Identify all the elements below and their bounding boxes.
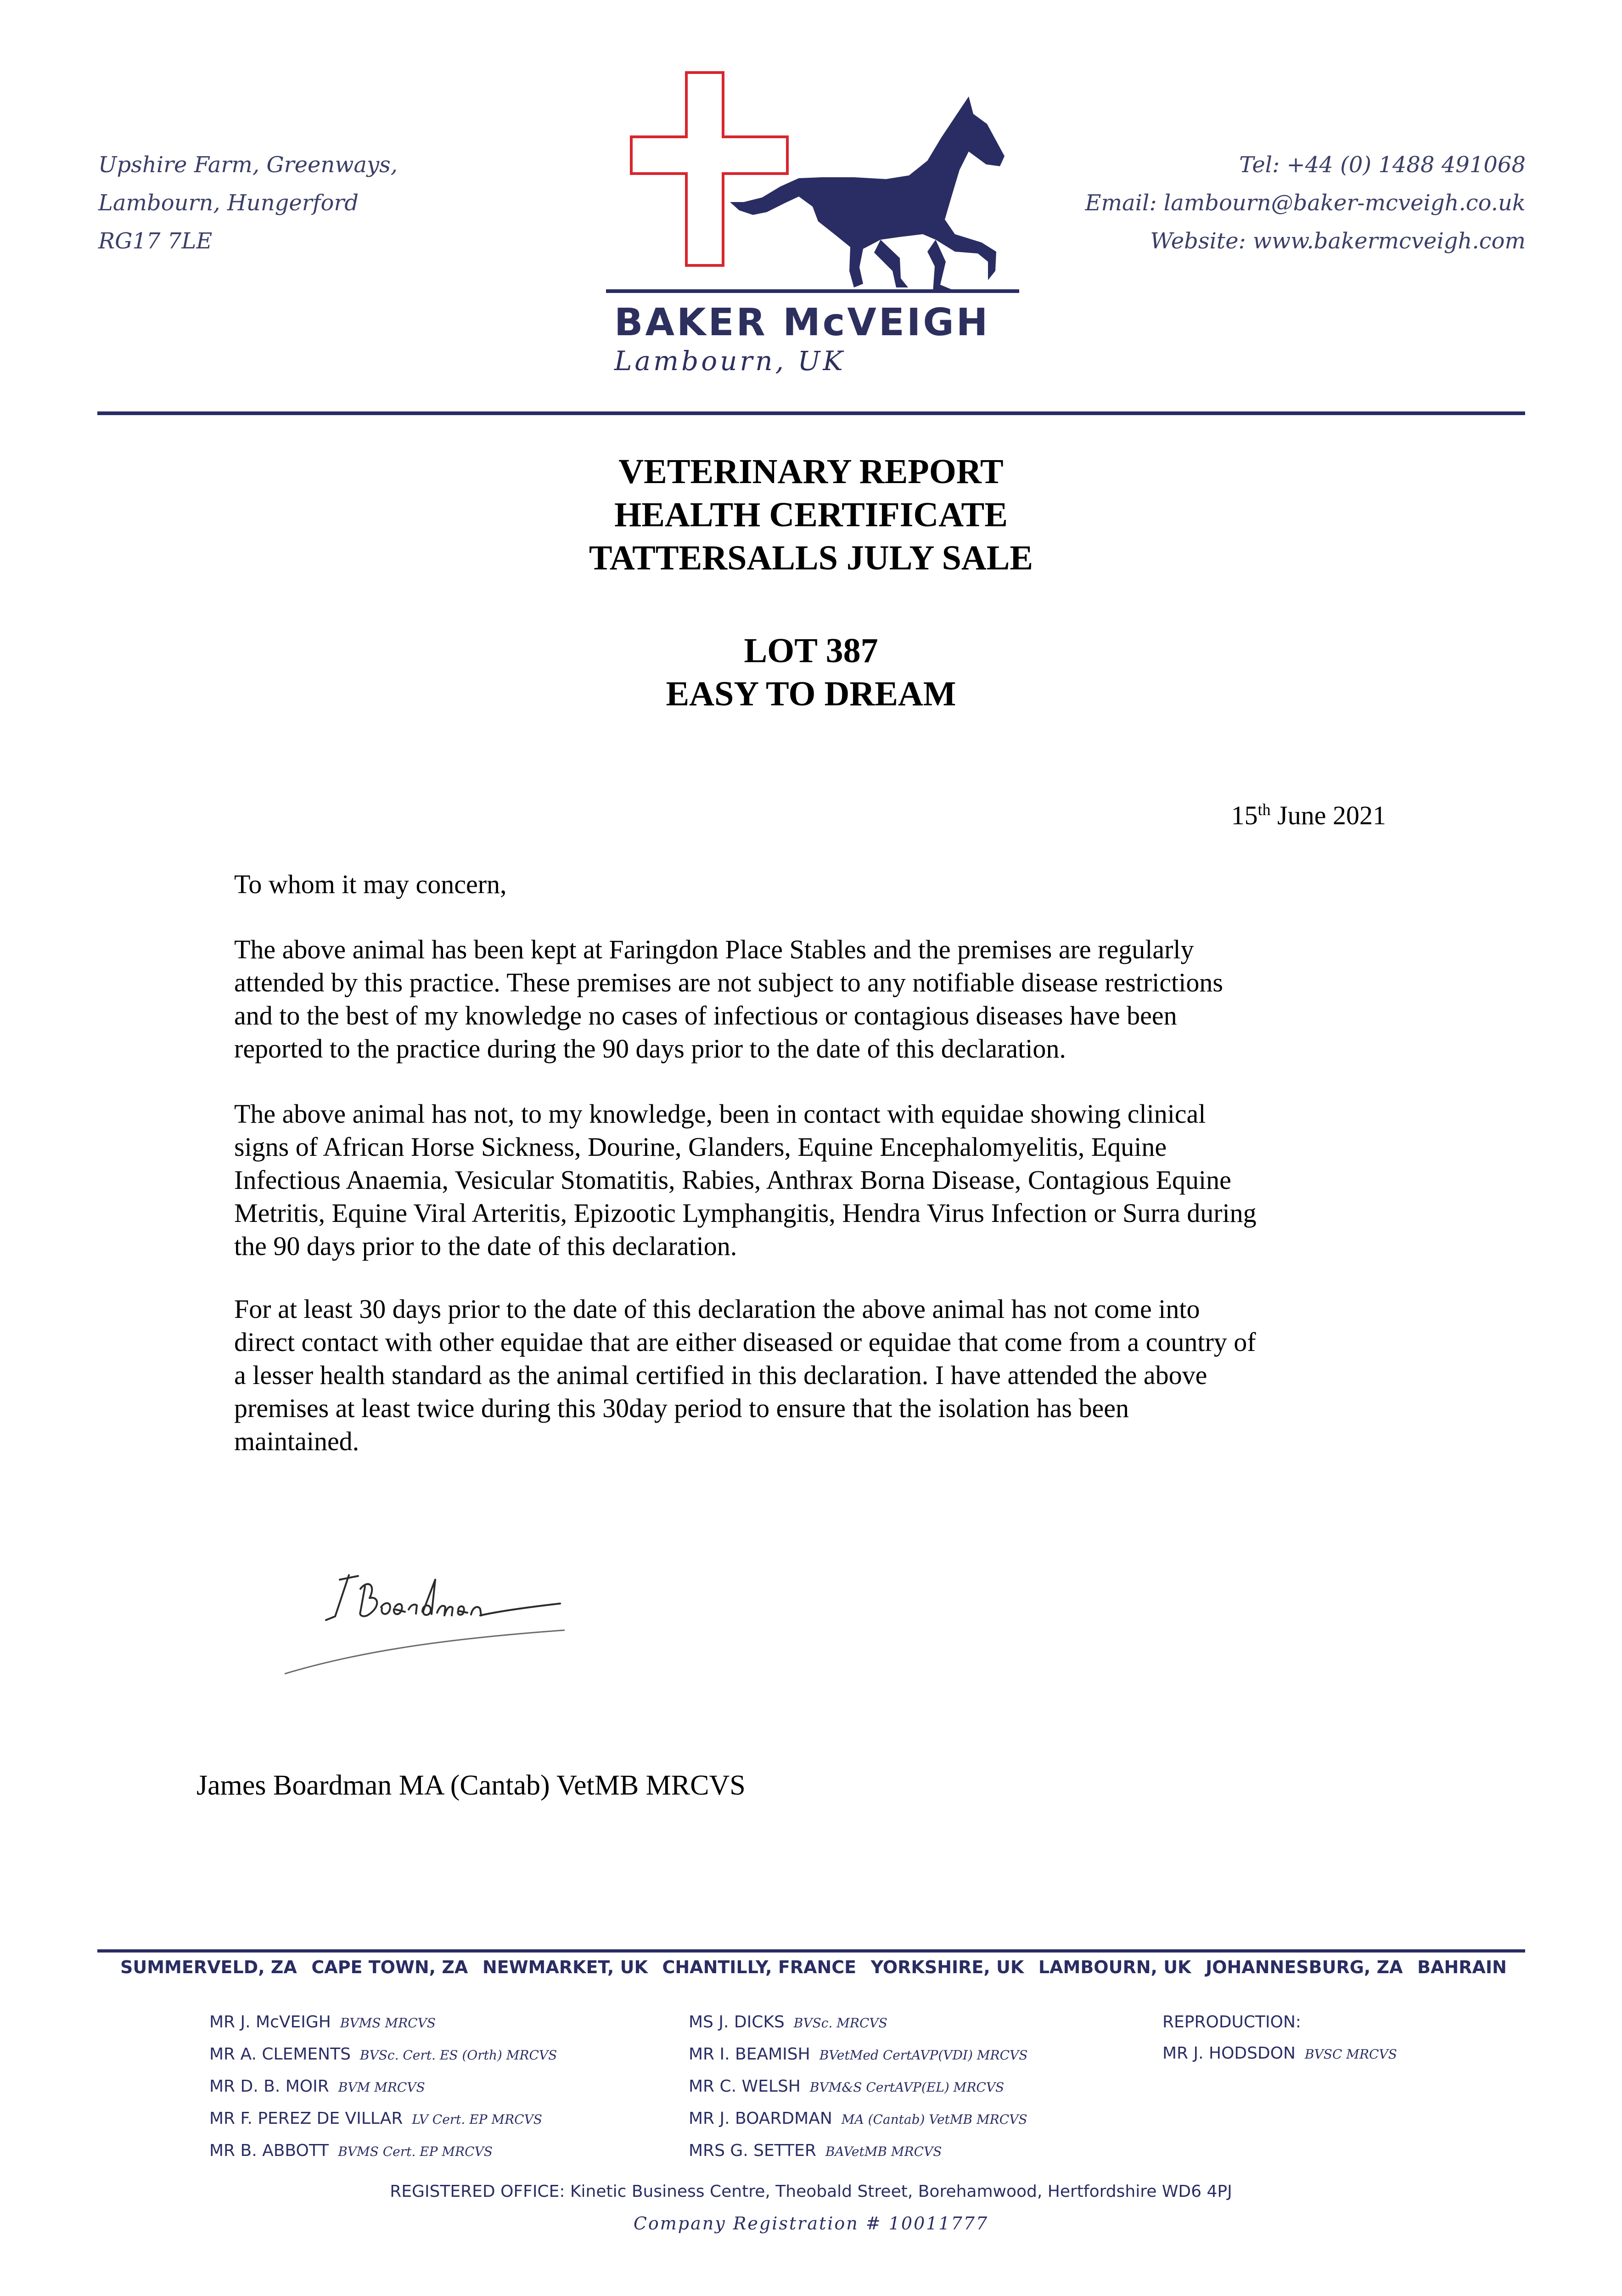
staff-entry (209, 2071, 557, 2103)
paragraph-line: and to the best of my knowledge no cases of infectious or contagious diseases have been (234, 1001, 1177, 1030)
paragraph-line: maintained. (234, 1426, 359, 1456)
office-locations (120, 1957, 1507, 1977)
title-line: TATTERSALLS JULY SALE (589, 539, 1033, 577)
paragraph-line: The above animal has not, to my knowledge, been in contact with equidae showing clinical (234, 1099, 1206, 1129)
title-line: VETERINARY REPORT (618, 452, 1004, 491)
handwritten-signature (271, 1561, 592, 1699)
staff-name: MS J. DICKS (689, 2013, 785, 2032)
staff-name: MR C. WELSH (689, 2077, 801, 2096)
contact-email: Email: lambourn@baker-mcveigh.co.uk (1085, 190, 1526, 216)
footer-divider (97, 1949, 1525, 1953)
staff-entry (689, 2071, 1027, 2103)
staff-entry (689, 2039, 1027, 2071)
staff-column-2 (689, 2007, 1027, 2167)
staff-entry (209, 2007, 557, 2039)
contact-telephone: Tel: +44 (0) 1488 491068 (1239, 152, 1526, 178)
staff-entry (1162, 2038, 1397, 2070)
address-line: Upshire Farm, Greenways, (98, 152, 398, 178)
date-day: 15 (1231, 800, 1258, 830)
paragraph-line: signs of African Horse Sickness, Dourine, Glanders, Equine Encephalomyelitis, Equine (234, 1132, 1167, 1162)
paragraph-diseases (234, 1097, 1391, 1263)
registered-office: REGISTERED OFFICE: Kinetic Business Centre, Theobald Street, Borehamwood, Hertfordshire WD6 4PJ (390, 2182, 1232, 2201)
paragraph-line: the 90 days prior to the date of this declaration. (234, 1231, 737, 1261)
report-title (0, 450, 1622, 580)
staff-name: MR F. PEREZ DE VILLAR (209, 2109, 403, 2128)
paragraph-line: The above animal has been kept at Faringdon Place Stables and the premises are regularly (234, 934, 1194, 964)
staff-section-label: REPRODUCTION: (1162, 2013, 1302, 2032)
address-line: Lambourn, Hungerford (98, 190, 359, 216)
staff-entry (209, 2039, 557, 2071)
title-line: HEALTH CERTIFICATE (614, 495, 1008, 534)
staff-name: MRS G. SETTER (689, 2141, 816, 2160)
staff-qualification: BVM&S CertAVP(EL) MRCVS (809, 2080, 1005, 2095)
paragraph-line: reported to the practice during the 90 days prior to the date of this declaration. (234, 1034, 1066, 1064)
staff-column-1 (209, 2007, 557, 2167)
date-month-year: June 2021 (1270, 800, 1386, 830)
paragraph-line: For at least 30 days prior to the date of this declaration the above animal has not come into (234, 1294, 1200, 1324)
paragraph-line: Infectious Anaemia, Vesicular Stomatitis, Rabies, Anthrax Borna Disease, Contagious Equine (234, 1165, 1231, 1195)
staff-name: MR A. CLEMENTS (209, 2045, 351, 2064)
staff-column-reproduction (1162, 2007, 1397, 2070)
staff-entry (689, 2103, 1027, 2135)
staff-qualification: BVetMed CertAVP(VDI) MRCVS (819, 2048, 1028, 2063)
company-registration: Company Registration # 10011777 (633, 2213, 989, 2234)
location-item: CAPE TOWN, ZA (311, 1957, 468, 1977)
paragraph-line: direct contact with other equidae that are either diseased or equidae that come from a country of (234, 1327, 1256, 1357)
staff-qualification: BVMS MRCVS (340, 2015, 436, 2031)
staff-entry (209, 2103, 557, 2135)
practice-contact (1085, 146, 1526, 260)
staff-name: MR J. BOARDMAN (689, 2109, 832, 2128)
staff-qualification: BVMS Cert. EP MRCVS (338, 2144, 493, 2159)
address-line: RG17 7LE (98, 228, 213, 254)
staff-qualification: BVSc. MRCVS (793, 2015, 887, 2031)
staff-qualification: BVSC MRCVS (1305, 2047, 1397, 2062)
staff-qualification: BVM MRCVS (338, 2080, 425, 2095)
staff-qualification: BAVetMB MRCVS (825, 2144, 942, 2159)
location-item: YORKSHIRE, UK (870, 1957, 1024, 1977)
practice-address (98, 146, 398, 260)
signer-name: James Boardman MA (Cantab) VetMB MRCVS (196, 1770, 746, 1801)
date-suffix: th (1257, 800, 1271, 819)
staff-qualification: BVSc. Cert. ES (Orth) MRCVS (359, 2048, 557, 2063)
red-cross-icon (631, 73, 787, 265)
header-divider (97, 411, 1525, 415)
staff-entry (689, 2007, 1027, 2039)
galloping-horse-icon (730, 96, 1005, 292)
contact-website: Website: www.bakermcveigh.com (1150, 228, 1526, 254)
paragraph-line: premises at least twice during this 30day period to ensure that the isolation has been (234, 1393, 1129, 1423)
location-item: CHANTILLY, FRANCE (662, 1957, 857, 1977)
horse-name: EASY TO DREAM (666, 675, 956, 713)
paragraph-premises (234, 933, 1391, 1065)
salutation: To whom it may concern, (234, 869, 507, 899)
location-item: BAHRAIN (1417, 1957, 1507, 1977)
staff-entry (1162, 2007, 1397, 2038)
paragraph-line: Metritis, Equine Viral Arteritis, Epizootic Lymphangitis, Hendra Virus Infection or Surra during (234, 1198, 1257, 1228)
staff-name: MR B. ABBOTT (209, 2141, 329, 2160)
location-item: LAMBOURN, UK (1038, 1957, 1191, 1977)
staff-name: MR I. BEAMISH (689, 2045, 810, 2064)
paragraph-isolation (234, 1293, 1391, 1458)
lot-heading (0, 629, 1622, 715)
staff-entry (689, 2135, 1027, 2167)
logo-subtitle: Lambourn, UK (614, 345, 846, 377)
staff-qualification: MA (Cantab) VetMB MRCVS (841, 2112, 1027, 2127)
location-item: JOHANNESBURG, ZA (1206, 1957, 1403, 1977)
staff-qualification: LV Cert. EP MRCVS (412, 2112, 542, 2127)
paragraph-line: attended by this practice. These premises are not subject to any notifiable disease restrictions (234, 968, 1223, 997)
lot-number: LOT 387 (744, 631, 878, 670)
staff-name: MR D. B. MOIR (209, 2077, 329, 2096)
staff-entry (209, 2135, 557, 2167)
location-item: SUMMERVELD, ZA (120, 1957, 297, 1977)
letter-date (1231, 799, 1386, 832)
staff-name: MR J. McVEIGH (209, 2013, 331, 2032)
paragraph-line: a lesser health standard as the animal certified in this declaration. I have attended the above (234, 1360, 1207, 1390)
location-item: NEWMARKET, UK (482, 1957, 648, 1977)
logo-wordmark: BAKER McVEIGH (614, 301, 990, 344)
staff-name: MR J. HODSDON (1162, 2044, 1296, 2063)
